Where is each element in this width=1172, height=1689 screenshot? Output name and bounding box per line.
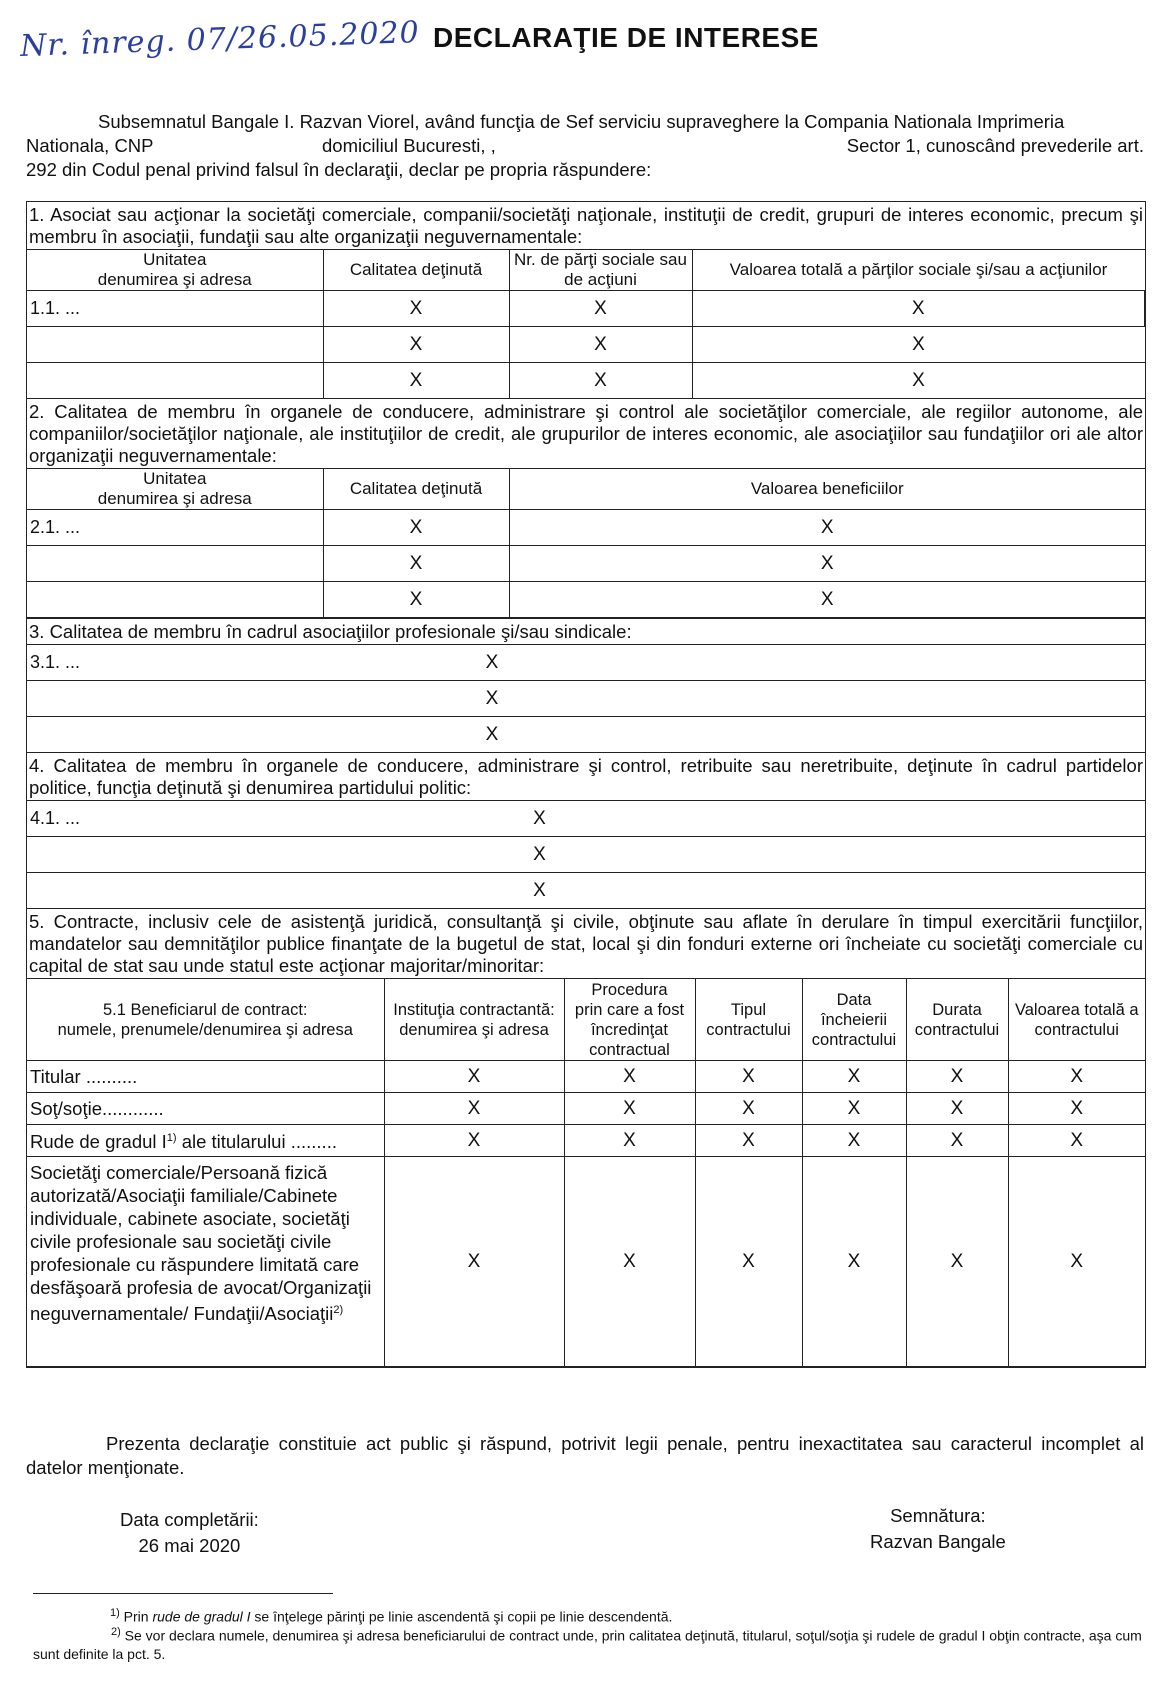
cell-x: X <box>267 801 812 837</box>
s1-header-value: Valoarea totală a părţilor sociale şi/sau a acţiunilor <box>692 250 1145 291</box>
signature-block <box>870 1503 1006 1555</box>
closing-statement: Prezenta declaraţie constituie act public şi răspund, potrivit legii penale, pentru inexactitatea sau caracterul incomplet al datelor menţionate. <box>26 1433 1144 1478</box>
cell-x: X <box>267 717 717 753</box>
document-title: DECLARAŢIE DE INTERESE <box>433 22 819 53</box>
completion-date-value: 26 mai 2020 <box>138 1535 241 1556</box>
table-row <box>27 837 1145 873</box>
table-row <box>27 546 1145 582</box>
cell-x: X <box>267 873 812 909</box>
table-row <box>27 327 1145 363</box>
intro-line-2 <box>26 134 1144 158</box>
cell-x: X <box>323 510 509 546</box>
cell-x: X <box>692 291 1145 327</box>
section-3-heading: 3. Calitatea de membru în cadrul asociaţiilor profesionale şi/sau sindicale: <box>27 618 1145 644</box>
row-label <box>27 837 267 873</box>
relatives-text-after: ale titularului ......... <box>176 1131 337 1153</box>
section-2-table <box>27 468 1145 618</box>
table-row <box>27 510 1145 546</box>
cell-x: X <box>267 681 717 717</box>
section-4-heading: 4. Calitatea de membru în organele de conducere, administrare şi control, retribuite sau neretribuite, deţinute în cadrul partidelor politice, funcţia deţinută şi denumirea partidului politic: <box>29 755 1143 798</box>
section-2-heading: 2. Calitatea de membru în organele de conducere, administrare şi control ale societăţilor comerciale, ale regiilor autonome, ale companiilor/societăţilor naţionale, ale instituţiilor de credit, ale grupurilor de interes economic, ale asociaţiilor sau fundaţiilor ori ale altor organizaţii neguvernamentale: <box>29 401 1143 466</box>
row-label: 2.1. ... <box>27 510 323 546</box>
s5-header-date: Data încheierii contractului <box>802 979 906 1061</box>
table-row <box>27 582 1145 618</box>
footnote-divider <box>33 1593 333 1594</box>
s1-header-role: Calitatea deţinută <box>323 250 509 291</box>
cell-x: X <box>267 645 717 681</box>
footnote-2 <box>33 1623 1145 1663</box>
s5-header-type: Tipul contractului <box>695 979 802 1061</box>
s5-header-duration: Durata contractului <box>906 979 1008 1061</box>
row-label <box>27 546 323 582</box>
cell-x: X <box>695 1157 802 1367</box>
completion-date-block <box>120 1507 259 1559</box>
s5-header-beneficiary: 5.1 Beneficiarul de contract: numele, prenumele/denumirea şi adresa <box>27 979 384 1061</box>
cell-x: X <box>692 363 1145 399</box>
s1-header-unit: Unitatea denumirea şi adresa <box>27 250 323 291</box>
row-label <box>27 327 323 363</box>
footnote-1-italic: rude de gradul I <box>152 1608 251 1625</box>
signature-label: Semnătura: <box>890 1505 986 1526</box>
s2-header-role: Calitatea deţinută <box>323 469 509 510</box>
cell-x: X <box>564 1093 695 1125</box>
table-row <box>27 645 1145 681</box>
table-row <box>27 1093 1145 1125</box>
row-label <box>27 873 267 909</box>
cell-x: X <box>906 1061 1008 1093</box>
footnote-ref: 2) <box>333 1304 344 1316</box>
cell-x: X <box>906 1125 1008 1157</box>
relatives-text: Rude de gradul I <box>30 1131 167 1153</box>
intro-paragraph <box>26 110 1144 182</box>
cell-x: X <box>564 1061 695 1093</box>
row-label-companies <box>27 1157 384 1367</box>
intro-domicile: domiciliul Bucuresti, , <box>322 135 496 156</box>
cell-x: X <box>906 1093 1008 1125</box>
cell-x: X <box>802 1061 906 1093</box>
s5-header-procedure: Procedura prin care a fost încredinţat contractual <box>564 979 695 1061</box>
completion-date-label: Data completării: <box>120 1509 259 1530</box>
footnote-2-mark: 2) <box>111 1626 121 1638</box>
s2-header-benefits: Valoarea beneficiilor <box>509 469 1145 510</box>
companies-text: Societăţi comerciale/Persoană fizică autorizată/Asociaţii familiale/Cabinete individuale, cabinete asociate, societăţi civile profesionale sau societăţi civile profesionale cu răspundere limitată care desfăşoară profesia de avocat/Organizaţii neguvernamentale/ Fundaţii/Asociaţii <box>30 1162 372 1325</box>
cell-x: X <box>695 1125 802 1157</box>
cell-x: X <box>384 1093 564 1125</box>
cell-x: X <box>802 1157 906 1367</box>
row-label-spouse: Soţ/soţie............ <box>27 1093 384 1125</box>
section-5-table <box>27 978 1145 1367</box>
cell-x: X <box>384 1125 564 1157</box>
table-row <box>27 681 1145 717</box>
cell-x: X <box>906 1157 1008 1367</box>
table-row <box>27 1157 1145 1367</box>
cell-x: X <box>384 1061 564 1093</box>
row-label-relatives <box>27 1125 384 1157</box>
table-row <box>27 1061 1145 1093</box>
intro-cnp: Nationala, CNP <box>26 135 154 156</box>
cell-x: X <box>323 546 509 582</box>
s5-header-institution: Instituţia contractantă: denumirea şi adresa <box>384 979 564 1061</box>
cell-x: X <box>695 1061 802 1093</box>
row-label <box>27 681 267 717</box>
intro-line-1: Subsemnatul Bangale I. Razvan Viorel, având funcţia de Sef serviciu supraveghere la Compania Nationala Imprimeria <box>98 111 1065 132</box>
section-1-table <box>27 249 1145 399</box>
footnote-ref: 1) <box>166 1132 177 1145</box>
cell-x: X <box>509 291 692 327</box>
cell-x: X <box>509 327 692 363</box>
row-label: 1.1. ... <box>27 291 323 327</box>
cell-x: X <box>1008 1125 1145 1157</box>
cell-x: X <box>692 327 1145 363</box>
footnote-2-text: Se vor declara numele, denumirea şi adresa beneficiarului de contract unde, prin calitatea deţinută, titularul, soţul/soţia şi rudele de gradul I obţin contracte, aşa cum sunt definite la pct. 5. <box>33 1627 1142 1662</box>
section-5-heading: 5. Contracte, inclusiv cele de asistenţă juridică, consultanţă şi civile, obţinute sau aflate în derulare în timpul exercitării funcţiilor, mandatelor sau demnităţilor publice finanţate de la bugetul de stat, local şi din fonduri externe ori încheiate cu societăţi comerciale cu capital de stat sau unde statul este acţionar majoritar/minoritar: <box>29 911 1143 976</box>
row-label-titular: Titular .......... <box>27 1061 384 1093</box>
table-row <box>27 801 1145 837</box>
signature-value: Razvan Bangale <box>870 1531 1006 1552</box>
s5-header-value: Valoarea totală a contractului <box>1008 979 1145 1061</box>
declaration-form <box>26 201 1146 1368</box>
cell-x: X <box>509 510 1145 546</box>
cell-x: X <box>695 1093 802 1125</box>
s2-header-unit: Unitatea denumirea şi adresa <box>27 469 323 510</box>
cell-x: X <box>509 582 1145 618</box>
cell-x: X <box>564 1157 695 1367</box>
table-row <box>27 1125 1145 1157</box>
table-row <box>27 291 1145 327</box>
table-row <box>27 873 1145 909</box>
table-row <box>27 717 1145 753</box>
cell-x: X <box>802 1093 906 1125</box>
cell-x: X <box>267 837 812 873</box>
cell-x: X <box>323 291 509 327</box>
table-row <box>27 363 1145 399</box>
row-label <box>27 717 267 753</box>
cell-x: X <box>323 363 509 399</box>
row-label <box>27 363 323 399</box>
intro-line-3: 292 din Codul penal privind falsul în declaraţii, declar pe propria răspundere: <box>26 159 652 180</box>
cell-x: X <box>323 582 509 618</box>
row-label: 4.1. ... <box>27 801 267 837</box>
s1-header-shares: Nr. de părţi sociale sau de acţiuni <box>509 250 692 291</box>
section-3-table <box>27 644 1145 753</box>
cell-x: X <box>384 1157 564 1367</box>
cell-x: X <box>1008 1061 1145 1093</box>
cell-x: X <box>323 327 509 363</box>
row-label <box>27 582 323 618</box>
cell-x: X <box>802 1125 906 1157</box>
section-4-table <box>27 800 1145 909</box>
registration-number-handwritten: Nr. înreg. 07/26.05.2020 <box>19 15 421 64</box>
footnote-1-after: se înţelege părinţi pe linie ascendentă şi copii pe linie descendentă. <box>250 1608 673 1625</box>
footnote-1-before: Prin <box>119 1608 153 1625</box>
cell-x: X <box>1008 1093 1145 1125</box>
section-1-heading: 1. Asociat sau acţionar la societăţi comerciale, companii/societăţi naţionale, instituţii de credit, grupuri de interes economic, precum şi membru în asociaţii, fundaţii sau alte organizaţii neguvernamentale: <box>29 204 1143 247</box>
cell-x: X <box>564 1125 695 1157</box>
cell-x: X <box>1008 1157 1145 1367</box>
intro-sector: Sector 1, cunoscând prevederile art. <box>846 135 1144 156</box>
row-label: 3.1. ... <box>27 645 267 681</box>
footnote-1-mark: 1) <box>110 1607 120 1619</box>
cell-x: X <box>509 363 692 399</box>
cell-x: X <box>509 546 1145 582</box>
